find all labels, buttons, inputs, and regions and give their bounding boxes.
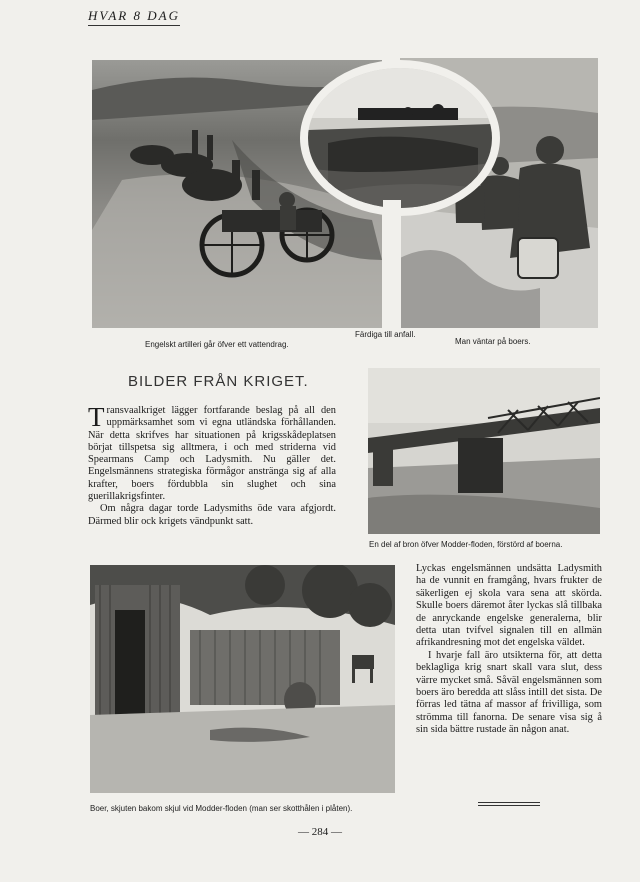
- caption-waiting: Man väntar på boers.: [455, 337, 531, 346]
- article-column-2: [416, 563, 602, 737]
- caption-shack: Boer, skjuten bakom skjul vid Modder-floden (man ser skotthålen i plåten).: [90, 804, 353, 813]
- drop-cap: T: [88, 402, 105, 432]
- paragraph: I hvarje fall äro utsikterna för, att detta beklagliga krig snart skall vara slut, dess värre mycket små. Såväl engelsmännen som boers äro beredda att slåss intill det sista. De förras led tätna af massor af frivilliga, som strömma till fanorna. De senare visa sig å sin sida bättre rustade än någon anat.: [416, 649, 602, 736]
- paragraph: Om några dagar torde Ladysmiths öde vara afgjordt. Därmed blir ock krigets vändpunkt satt.: [88, 503, 336, 527]
- paragraph: Lyckas engelsmännen undsätta Ladysmith ha de vunnit en framgång, hvars frukter de säkerligen ej skola vara sena att skörda. Skulle boers däremot åter lyckas slå tillbaka de anryckande engelske generalerna, blir detta utan tvifvel signalen till en allmän afrikandresning mot det engelska väldet.: [416, 563, 602, 649]
- running-header: HVAR 8 DAG: [88, 8, 180, 26]
- page-number: — 284 —: [298, 826, 342, 838]
- photo-destroyed-bridge: [368, 368, 600, 534]
- photo-boer-shack: [90, 565, 395, 793]
- paragraph: Transvaalkriget lägger fortfarande beslag på all den uppmärksamhet som vi egna utländska förhållanden. När detta skrifves har situationen på krigsskådeplatsen börjat tillspetsa sig alltmera, i och med striderna vid Spearmans Camp och Ladysmith. Nu gäller det. Engelsmännens strategiska förmågor anstränga sig af alla krafter, boers fördubbla sin slughet och sina guerillakrigsfinter.: [88, 402, 336, 503]
- oval-separator: [383, 200, 401, 328]
- caption-artillery: Engelskt artilleri går öfver ett vattendrag.: [145, 340, 289, 349]
- photo-ready-for-attack: [300, 60, 500, 216]
- caption-bridge: En del af bron öfver Modder-floden, förstörd af boerna.: [369, 540, 563, 549]
- end-rule: [478, 802, 540, 808]
- article-column-1: [88, 402, 336, 528]
- caption-ready: Färdiga till anfall.: [355, 330, 416, 339]
- article-title: BILDER FRÅN KRIGET.: [128, 373, 309, 390]
